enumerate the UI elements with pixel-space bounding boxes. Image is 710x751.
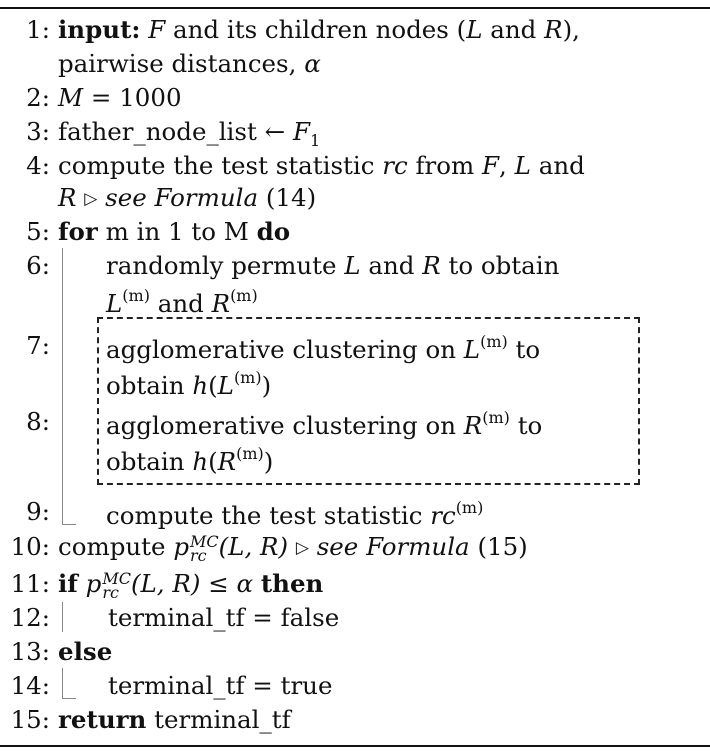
algorithm-line-2: M = 1000 [58,83,182,112]
line-number: 6: [26,251,50,280]
for-keyword: for [58,217,98,246]
line-number: 11: [10,569,50,598]
else-block-bracket [62,668,63,698]
for-block-bracket-end [62,524,76,525]
return-keyword: return [58,705,147,734]
algorithm-line-4: compute the test statistic rc from F, L and [58,151,585,180]
algorithm-line-7: agglomerative clustering on $L^{(m)}$ to [106,332,541,364]
line-number: 4: [26,151,50,180]
algorithm-line-9: compute the test statistic $rc^{(m)}$ [106,498,484,530]
line-number: 12: [10,603,50,632]
algorithm-line-1-cont: pairwise distances, α [58,49,321,78]
algorithm-line-6-cont: $L^{(m)}$ and $R^{(m)}$ [106,286,258,318]
else-block-bracket-end [62,698,76,699]
algorithm-line-15: return terminal_tf [58,705,291,734]
algorithm-line-3: father_node_list ← $F_1$ [58,117,321,150]
line-number: 5: [26,217,50,246]
line-number: 9: [26,497,50,526]
then-keyword: then [260,569,324,598]
line-number: 14: [10,671,50,700]
line-number: 1: [26,15,50,44]
if-keyword: if [58,569,78,598]
algorithm-line-1: input: F and its children nodes (L and R), [58,15,580,44]
algorithm-line-14: terminal_tf = true [108,671,333,700]
algorithm-line-11: if p MC rc (L, R) ≤ α then [58,569,324,602]
top-rule [0,7,710,9]
if-block-bracket [62,602,63,632]
algorithm-line-4-cont: R ▷ see Formula (14) [58,183,317,212]
algorithm-line-6: randomly permute L and R to obtain [106,251,560,280]
comment-triangle-icon: ▷ [84,189,98,209]
algorithm-line-8: agglomerative clustering on $R^{(m)}$ to [106,408,543,440]
line-number: 13: [10,637,50,666]
else-keyword: else [58,637,113,666]
bottom-rule [0,745,710,747]
algorithm-line-12: terminal_tf = false [108,603,340,632]
input-keyword: input: [58,15,141,44]
for-block-bracket [62,248,63,524]
algorithm-line-10: compute p MC rc (L, R) ▷ see Formula (15) [58,532,528,565]
line-number: 10: [10,532,50,561]
line-number: 7: [26,331,50,360]
line-number: 8: [26,407,50,436]
comment-triangle-icon: ▷ [295,538,309,558]
line-number: 2: [26,83,50,112]
algorithm-line-8-cont: obtain $h(R^{(m)})$ [106,444,274,476]
do-keyword: do [256,217,291,246]
algorithm-line-13 [58,637,113,666]
line-number: 3: [26,117,50,146]
line-number: 15: [10,705,50,734]
algorithm-line-5: for m in 1 to M do [58,217,291,246]
algorithm-line-7-cont: obtain $h(L^{(m)})$ [106,368,272,400]
